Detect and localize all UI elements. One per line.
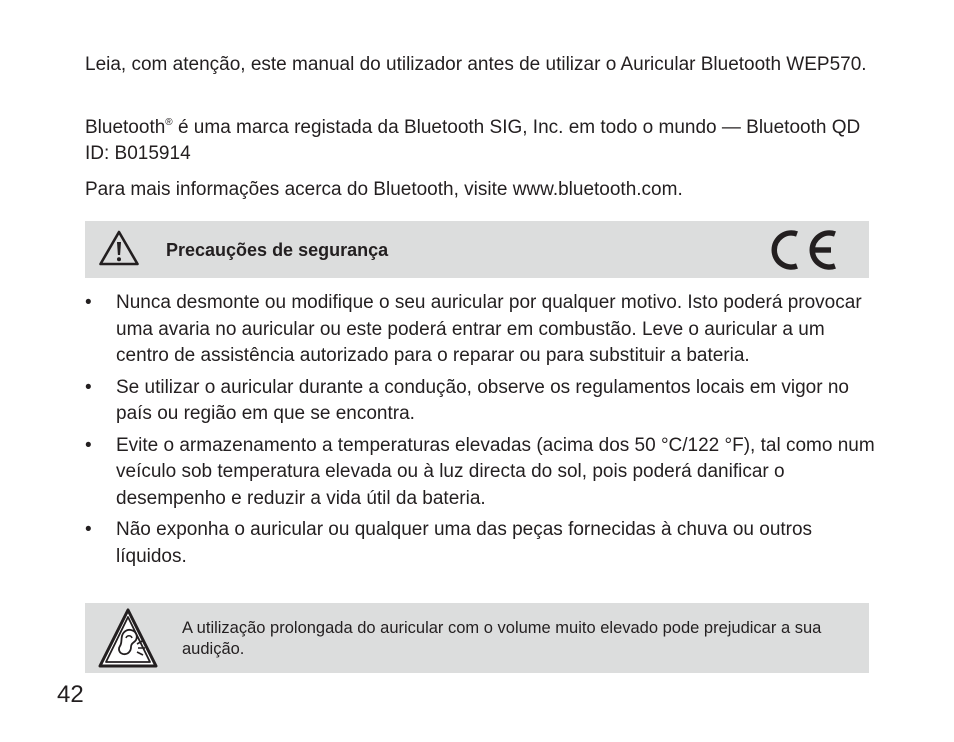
bullet: • xyxy=(85,376,92,398)
registered-mark: ® xyxy=(165,117,173,128)
list-item-text: Nunca desmonte ou modifique o seu auricular por qualquer motivo. Isto poderá provocar uma avaria no auricular ou este poderá entrar em combustão. Leve o auricular a um centro de assistência autorizado para o reparar ou para substituir a bateria. xyxy=(116,292,862,366)
intro-paragraph-trademark xyxy=(85,115,875,167)
list-item-text: Evite o armazenamento a temperaturas elevadas (acima dos 50 °C/122 °F), tal como num veículo sob temperatura elevada ou à luz directa do sol, pois poderá danificar o desempenho e reduzir a vida útil da bateria. xyxy=(116,434,875,509)
list-item xyxy=(85,375,875,428)
safety-title: Precauções de segurança xyxy=(166,240,389,260)
hearing-warning-panel xyxy=(85,603,869,673)
trademark-word: Bluetooth xyxy=(85,117,166,138)
hearing-warning-text: A utilização prolongada do auricular com o volume muito elevado pode prejudicar a sua audição. xyxy=(182,619,822,658)
bullet: • xyxy=(85,519,92,540)
bullet: • xyxy=(85,434,92,456)
page-number: 42 xyxy=(57,681,84,708)
hearing-warning-icon xyxy=(97,607,159,669)
list-item xyxy=(85,433,875,513)
trademark-text: é uma marca registada da Bluetooth SIG, Inc. em todo o mundo — Bluetooth QD ID: B015914 xyxy=(85,117,861,164)
intro-paragraph-website: Para mais informações acerca do Bluetooth, visite www.bluetooth.com. xyxy=(85,179,683,200)
ce-mark-icon xyxy=(769,227,841,273)
list-item xyxy=(85,290,875,370)
bullet: • xyxy=(85,292,92,313)
list-item-text: Não exponha o auricular ou qualquer uma das peças fornecidas à chuva ou outros líquidos. xyxy=(116,519,813,567)
list-item xyxy=(85,517,875,570)
list-item-text: Se utilizar o auricular durante a condução, observe os regulamentos locais em vigor no país ou região em que se encontra. xyxy=(116,376,849,424)
safety-precautions-list xyxy=(85,290,875,575)
warning-triangle-icon xyxy=(98,229,140,267)
intro-paragraph-manual: Leia, com atenção, este manual do utilizador antes de utilizar o Auricular Bluetooth WEP570. xyxy=(85,54,867,75)
safety-header-bar xyxy=(85,221,869,278)
